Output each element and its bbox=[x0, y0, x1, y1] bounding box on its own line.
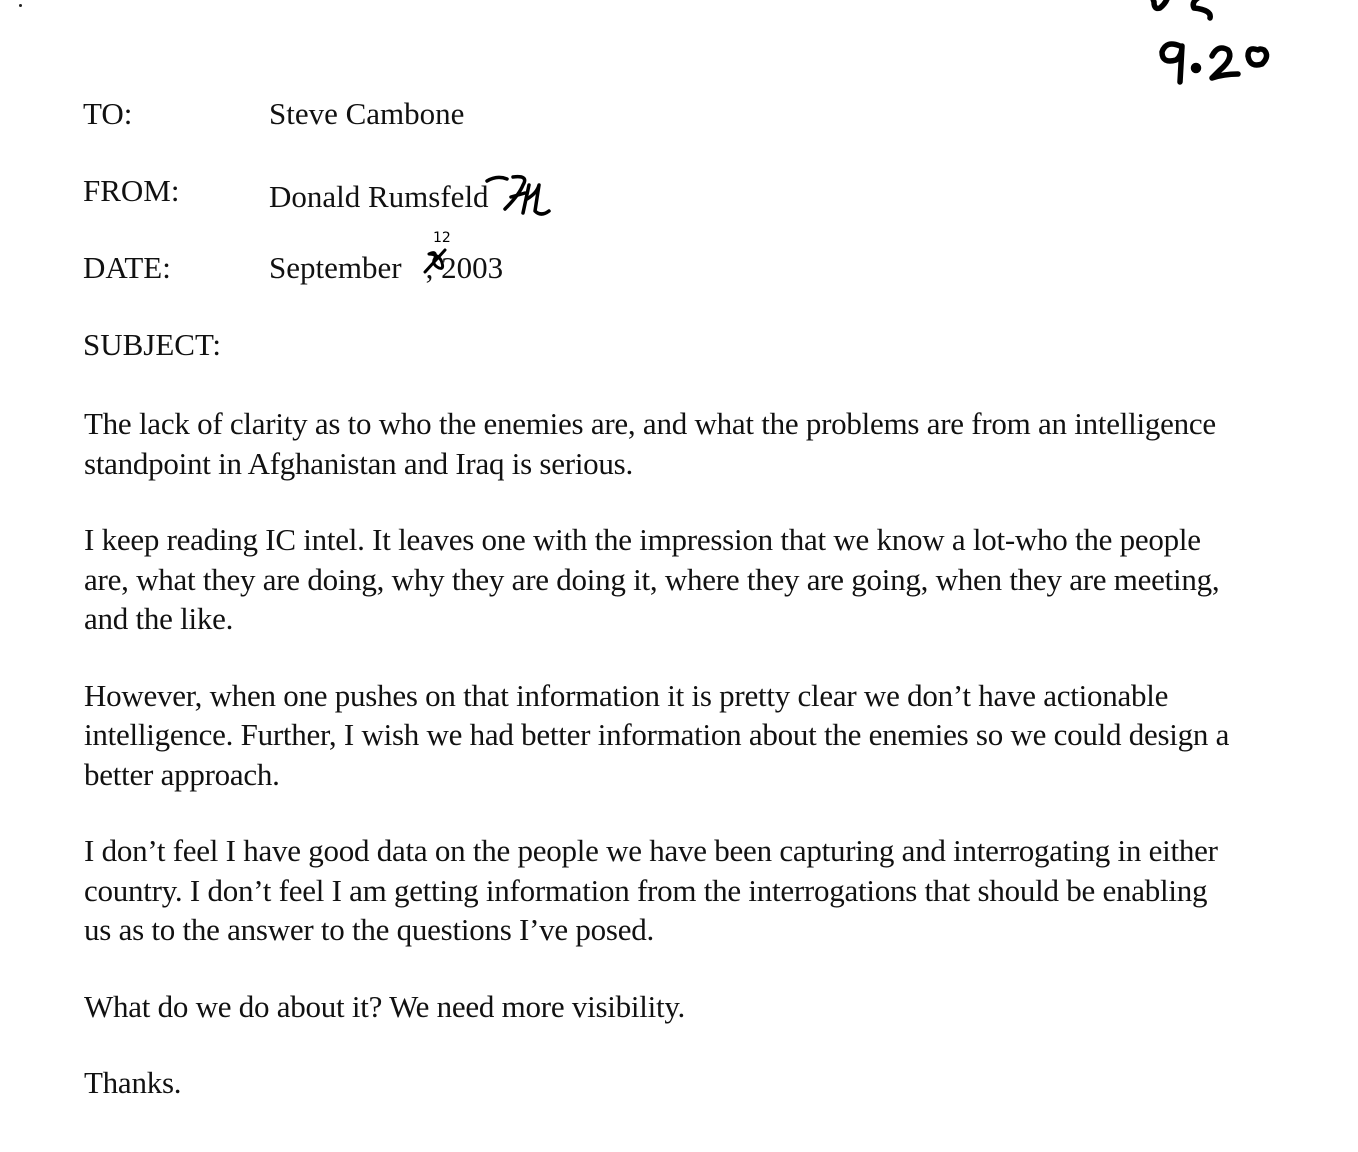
memo-body bbox=[84, 404, 1234, 1140]
memo-header bbox=[83, 94, 983, 402]
to-label: TO: bbox=[83, 96, 133, 131]
paragraph-3: However, when one pushes on that information it is pretty clear we don’t have actionable intelligence. Further, I wish we had better information about the enemies so we could design a better approach. bbox=[84, 677, 1230, 792]
paragraph-2: I keep reading IC intel. It leaves one with the impression that we know a lot-who the people are, what they are doing, why they are doing it, where they are going, when they are meeting, and the like. bbox=[84, 522, 1220, 636]
to-value: Steve Cambone bbox=[269, 96, 465, 131]
date-month: September bbox=[269, 250, 402, 285]
date-row bbox=[83, 230, 983, 325]
paragraph-1: The lack of clarity as to who the enemies are, and what the problems are from an intelligence standpoint in Afghanistan and Iraq is serious. bbox=[84, 406, 1216, 481]
paragraph-4: I don’t feel I have good data on the people we have been capturing and interrogating in either country. I don’t feel I am getting information from the interrogations that should be enabling us as to the answer to the questions I’ve posed. bbox=[84, 833, 1218, 947]
date-label: DATE: bbox=[83, 250, 171, 285]
from-label: FROM: bbox=[83, 173, 180, 208]
date-value bbox=[269, 230, 504, 288]
handwritten-note bbox=[1140, 0, 1300, 100]
subject-label: SUBJECT: bbox=[83, 327, 221, 362]
date-year: 2003 bbox=[441, 250, 504, 285]
from-row bbox=[83, 171, 983, 248]
scan-speck bbox=[19, 4, 22, 7]
from-value-wrap bbox=[269, 171, 563, 221]
paragraph-5: What do we do about it? We need more visibility. bbox=[84, 988, 686, 1024]
from-value: Donald Rumsfeld bbox=[269, 179, 489, 214]
date-year-wrap: , 2003 bbox=[425, 250, 504, 285]
handwritten-initials bbox=[483, 171, 563, 221]
paragraph-6: Thanks. bbox=[84, 1065, 182, 1100]
date-correction-drawing bbox=[419, 222, 479, 282]
date-correction-text: 12 bbox=[433, 230, 451, 246]
initials-drawing bbox=[483, 171, 563, 221]
handwritten-note-drawing bbox=[1140, 0, 1300, 100]
subject-row bbox=[83, 325, 983, 402]
to-row bbox=[83, 94, 983, 171]
date-correction bbox=[419, 222, 479, 282]
